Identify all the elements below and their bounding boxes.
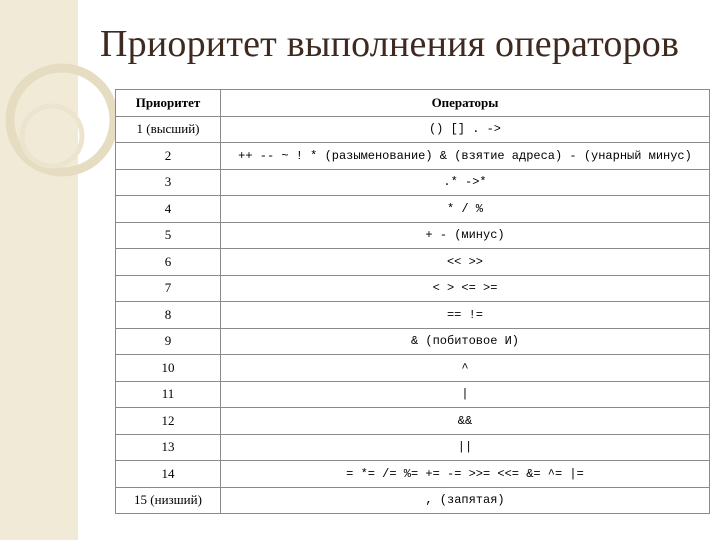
- priority-cell: 13: [116, 434, 221, 461]
- table-row: [116, 328, 710, 355]
- priority-cell: 1 (высший): [116, 116, 221, 143]
- table-row: [116, 275, 710, 302]
- operators-cell: << >>: [221, 249, 710, 276]
- priority-cell: 12: [116, 408, 221, 435]
- operators-cell: < > <= >=: [221, 275, 710, 302]
- operators-cell: , (запятая): [221, 487, 710, 514]
- table-row: [116, 249, 710, 276]
- priority-cell: 2: [116, 143, 221, 170]
- table-row: [116, 434, 710, 461]
- priority-cell: 7: [116, 275, 221, 302]
- operator-precedence-table: [115, 89, 710, 514]
- decorative-ring-inner: [22, 106, 82, 166]
- operators-cell: ++ -- ~ ! * (разыменование) & (взятие адреса) - (унарный минус): [221, 143, 710, 170]
- priority-cell: 6: [116, 249, 221, 276]
- priority-cell: 15 (низший): [116, 487, 221, 514]
- table-row: [116, 461, 710, 488]
- operators-cell: |: [221, 381, 710, 408]
- table-row: [116, 302, 710, 329]
- table-row: [116, 169, 710, 196]
- header-priority: Приоритет: [116, 90, 221, 117]
- table-row: [116, 408, 710, 435]
- slide-title: Приоритет выполнения операторов: [100, 23, 680, 65]
- operators-cell: &&: [221, 408, 710, 435]
- table-row: [116, 116, 710, 143]
- operators-cell: ||: [221, 434, 710, 461]
- table-body: [116, 116, 710, 514]
- priority-cell: 10: [116, 355, 221, 382]
- operators-cell: == !=: [221, 302, 710, 329]
- operators-cell: ^: [221, 355, 710, 382]
- table-header-row: [116, 90, 710, 117]
- table-row: [116, 487, 710, 514]
- priority-cell: 3: [116, 169, 221, 196]
- operators-cell: + - (минус): [221, 222, 710, 249]
- operators-cell: & (побитовое И): [221, 328, 710, 355]
- operators-cell: () [] . ->: [221, 116, 710, 143]
- operators-cell: .* ->*: [221, 169, 710, 196]
- operators-cell: = *= /= %= += -= >>= <<= &= ^= |=: [221, 461, 710, 488]
- table-row: [116, 143, 710, 170]
- priority-cell: 8: [116, 302, 221, 329]
- header-operators: Операторы: [221, 90, 710, 117]
- priority-cell: 4: [116, 196, 221, 223]
- priority-cell: 9: [116, 328, 221, 355]
- table-row: [116, 196, 710, 223]
- table-row: [116, 355, 710, 382]
- table-row: [116, 222, 710, 249]
- priority-cell: 11: [116, 381, 221, 408]
- priority-cell: 5: [116, 222, 221, 249]
- priority-cell: 14: [116, 461, 221, 488]
- table-row: [116, 381, 710, 408]
- operators-cell: * / %: [221, 196, 710, 223]
